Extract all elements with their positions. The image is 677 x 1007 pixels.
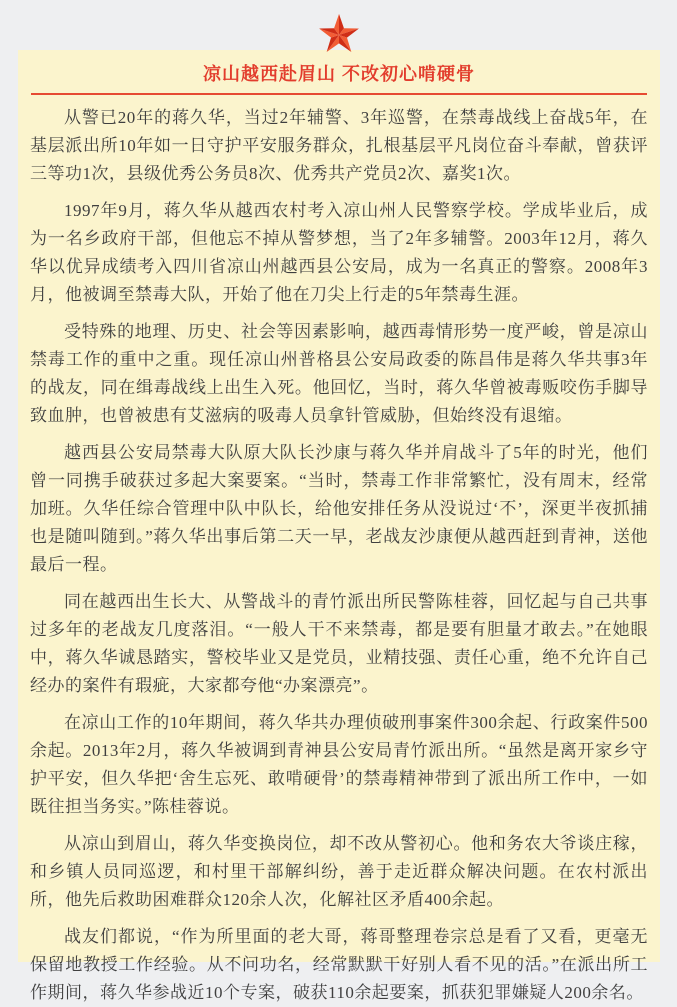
article-paragraph: 越西县公安局禁毒大队原大队长沙康与蒋久华并肩战斗了5年的时光，他们曾一同携手破获过多起大案要案。“当时，禁毒工作非常繁忙，没有周末，经常加班。久华任综合管理中队中队长，给他安排任务从没说过‘不’，深更半夜抓捕也是随叫随到。”蒋久华出事后第二天一早，老战友沙康便从越西赶到青神，送他最后一程。	[30, 442, 648, 574]
article-paragraph: 从凉山到眉山，蒋久华变换岗位，却不改从警初心。他和务农大爷谈庄稼，和乡镇人员同巡逻，和村里干部解纠纷，善于走近群众解决问题。在农村派出所，他先后救助困难群众120余人次，化解社区矛盾400余起。	[30, 833, 648, 909]
article-card	[18, 50, 660, 1002]
article-paragraph: 1997年9月，蒋久华从越西农村考入凉山州人民警察学校。学成毕业后，成为一名乡政府干部，但他忘不掉从警梦想，当了2年多辅警。2003年12月，蒋久华以优异成绩考入四川省凉山州越西县公安局，成为一名真正的警察。2008年3月，他被调至禁毒大队，开始了他在刀尖上行走的5年禁毒生涯。	[30, 200, 648, 304]
article-paragraph: 从警已20年的蒋久华，当过2年辅警、3年巡警，在禁毒战线上奋战5年，在基层派出所10年如一日守护平安服务群众，扎根基层平凡岗位奋斗奉献，曾获评三等功1次，县级优秀公务员8次、优秀共产党员2次、嘉奖1次。	[30, 107, 648, 183]
article-paragraph: 同在越西出生长大、从警战斗的青竹派出所民警陈桂蓉，回忆起与自己共事过多年的老战友几度落泪。“一般人干不来禁毒，都是要有胆量才敢去。”在她眼中，蒋久华诚恳踏实，警校毕业又是党员，业精技强、责任心重，绝不允许自己经办的案件有瑕疵，大家都夸他“办案漂亮”。	[30, 591, 648, 695]
article-title: 凉山越西赴眉山 不改初心啃硬骨	[203, 64, 475, 84]
article-paragraph: 受特殊的地理、历史、社会等因素影响，越西毒情形势一度严峻，曾是凉山禁毒工作的重中之重。现任凉山州普格县公安局政委的陈昌伟是蒋久华共事3年的战友，同在缉毒战线上出生入死。他回忆，当时，蒋久华曾被毒贩咬伤手脚导致血肿，也曾被患有艾滋病的吸毒人员拿针管威胁，但始终没有退缩。	[30, 321, 648, 425]
article-paragraph: 在凉山工作的10年期间，蒋久华共办理侦破刑事案件300余起、行政案件500余起。2013年2月，蒋久华被调到青神县公安局青竹派出所。“虽然是离开家乡守护平安，但久华把‘舍生忘死、敢啃硬骨’的禁毒精神带到了派出所工作中，一如既往担当务实。”陈桂蓉说。	[30, 712, 648, 816]
article-body	[30, 104, 648, 1007]
article-paragraph: 战友们都说，“作为所里面的老大哥，蒋哥整理卷宗总是看了又看，更毫无保留地教授工作经验。从不问功名，经常默默干好别人看不见的活。”在派出所工作期间，蒋久华参战近10个专案，破获110余起要案，抓获犯罪嫌疑人200余名。	[30, 926, 648, 1002]
red-star-icon	[317, 13, 361, 57]
title-divider	[31, 93, 647, 95]
